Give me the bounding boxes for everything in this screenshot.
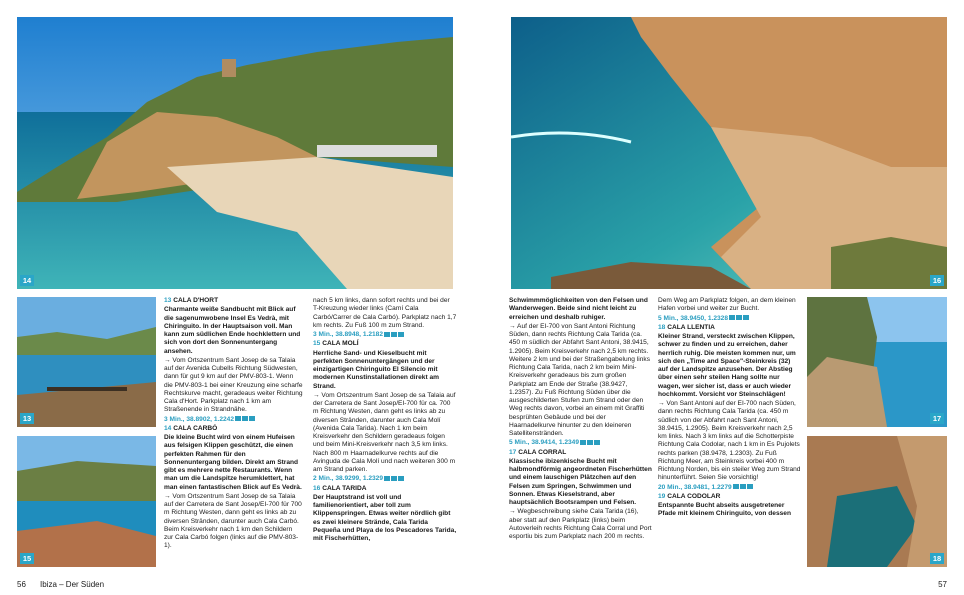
entry-number: 13 [164,297,172,304]
gps-coordinates [658,315,801,323]
photo-number-badge: 13 [20,413,34,424]
entry-directions: → Auf der EI-700 von Sant Antoni Richtung Süden, dann rechts Richtung Cala Tarida (ca. 450 m südlich der Abfahrt Sant Antoni, 38.9415, 1.2905). Beim Kreisverkehr nach 2,5 km rechts. Weitere 2 km und bei der Straßengabelung links Richtung Cala Tarida, nach 2 km beim Mini-Kreisverkehr geradeaus bis zum großen Parkplatz am Ende der Straße (38.9427, 1.2357). Zu Fuß Richtung Süden über die ausgeschilderten Stufen zum Strand oder den Weg rechts davon, vorbei an einem mit Graffiti besprühten Gebäude und bei der Haarnadelkurve hinunter zu den kleineren Satellitenstränden. [509,322,650,437]
gps-text: 2 Min., 38.9299, 1.2329 [313,475,384,483]
entry-title: CALA D'HORT [173,297,219,304]
gps-text: 20 Min., 38.9481, 1.2279 [658,483,732,491]
amenity-icon [235,416,241,421]
entry-title: CALA CARBÓ [173,424,218,432]
page-number-left: 56 [17,580,26,589]
photo-number-badge: 16 [930,275,944,286]
entry-summary: Kleiner Strand, versteckt zwischen Klippen, schwer zu finden und zu erreichen, daher herrlich ruhig. Die meisten kommen nur, um sich den „Time and Space"-Steinkreis (32) auf der Landspitze anzusehen. Der Abstieg über einen sehr steilen Hang sollte nur wagen, wer sicher ist, dass er auch wieder hochkommt. Vorsicht vor Steinschlägen! [658,333,796,398]
entry-directions: Dem Weg am Parkplatz folgen, an dem kleinen Hafen vorbei und weiter zur Bucht. [658,297,796,313]
entry-heading [658,324,801,332]
amenity-icon [736,315,742,320]
photo-cala-tarida-large [511,17,947,289]
amenity-icon [580,440,586,445]
entry-title: CALA LLENTIA [667,323,715,331]
entry-summary: Der Hauptstrand ist voll und familienorientiert, aber toll zum Klippenspringen. Etwas weiter nördlich gibt es zwei kleinere Strände, Cala Tarida Pequeña und Playa de los Pescadores Tarida, mit Fischerhütten, [313,493,457,542]
amenity-icon [391,476,397,481]
amenity-icon [594,440,600,445]
gps-text: 5 Min., 38.9450, 1.2328 [658,314,729,322]
amenity-icon [384,332,390,337]
amenity-icon [740,484,746,489]
entry-heading [658,493,801,501]
entry-directions: → Wegbeschreibung siehe Cala Tarida (16), aber statt auf den Parkplatz (links) beim Autoverleih rechts Richtung Cala Corral und Port esportiu bis zum Parkplatz nach 200 m rechts. [509,508,652,540]
photo-number-badge: 14 [20,275,34,286]
photo-cala-dhort-large [17,17,453,289]
gps-coordinates [164,416,303,424]
entry-summary: Entspannte Bucht abseits ausgetretener Pfade mit kleinem Chiringuito, von dessen [658,502,791,518]
text-column-2 [313,297,457,544]
entry-summary: Klassische ibizenkische Bucht mit halbmondförmig angeordneten Fischerhütten und einem lauschigen Plätzchen auf den Felsen zum Springen, Schwimmen und Sonnen. Etwas Kieselstrand, aber hauptsächlich Bootsrampen und Felsen. [509,457,652,506]
entry-title: CALA CORRAL [518,448,567,456]
entry-directions: nach 5 km links, dann sofort rechts und bei der T-Kreuzung wieder links (Camí Cala Carbó/Carrer de Cala Carbó). Parkplatz nach 1,7 km rechts. Zu Fuß 100 m zum Strand. [313,297,457,329]
photo-number-badge: 15 [20,553,34,564]
entry-heading [313,485,457,493]
photo-number-badge: 17 [930,413,944,424]
amenity-icon [242,416,248,421]
entry-directions: → Vom Ortszentrum Sant Josep de sa Talaia auf der Carretera de Sant Josep/EI-700 für 700 m Richtung Westen, dann geht es links ab zu diversen Stränden, darunter auch Cala Carbó. Beim Kreisverkehr nach 1 km den Schildern zur Cala Carbó folgen (links auf die PMV-803-1). [164,492,302,550]
entry-title: CALA CODOLAR [667,492,721,500]
photo-number-badge: 18 [930,553,944,564]
entry-directions: → Von Sant Antoni auf der EI-700 nach Süden, dann rechts Richtung Cala Tarida (ca. 450 m südlich von der Abfahrt nach Sant Antoni, 38.9415, 1.2905). Beim Kreisverkehr nach 2,5 km links. Nach 3 km links auf die Schotterpiste Richtung Cala Codolar, nach 1 km in Es Pujolets rechts parken (38.9478, 1.2303). Zu Fuß Richtung Meer, am Steinkreis vorbei 400 m Richtung Norden, bis ein steiler Weg zum Strand hinunterführt. Seien Sie vorsichtig! [658,400,801,482]
gps-coordinates [658,484,801,492]
entry-number: 14 [164,424,172,432]
entry-summary: Herrliche Sand- und Kieselbucht mit perfekten Sonnenuntergängen und der einzigartigen Chiringuito El Silencio mit modernen Kunstinstallationen direkt am Strand. [313,349,440,390]
entry-directions: → Vom Ortszentrum Sant Josep de sa Talaia auf der Carretera de Sant Josep/EI-700 für ca. 700 m Richtung Westen, dann geht es links ab zu diversen Stränden, darunter auch Cala Molí (Avenida Cala Tarida). Nach 1 km beim Kreisverkehr den Schildern geradeaus folgen und beim Mini-Kreisverkehr nach 3,5 km links. Nach 800 m Haarnadelkurve rechts auf die Avinguda de Cala Molí und nach weiteren 300 m am Strand parken. [313,391,456,473]
amenity-icon [398,476,404,481]
entry-summary: Schwimmmöglichkeiten von den Felsen und Wanderwegen. Beide sind nicht leicht zu erreichen und deshalb ruhiger. [509,297,648,321]
entry-number: 15 [313,340,321,348]
amenity-icon [747,484,753,489]
entry-number: 16 [313,484,321,492]
amenity-icon [384,476,390,481]
text-column-3 [509,297,652,542]
entry-summary: Charmante weiße Sandbucht mit Blick auf die sagenumwobene Insel Es Vedrà, mit Chiringuito. In der Hauptsaison voll. Man kann zum südlichen Ende hochklettern und sich von dort den Sonnenuntergang ansehen. [164,306,301,355]
amenity-icon [729,315,735,320]
entry-heading [164,297,303,305]
entry-summary: Die kleine Bucht wird von einem Hufeisen aus felsigen Klippen geschützt, die einen perfekten Rahmen für den Sonnenuntergang bilden. Direkt am Strand gibt es mehrere nette Restaurants. Wenn man um die Landspitze herumklettert, hat man einen fantastischen Blick auf Es Vedrà. [164,434,302,491]
entry-heading [164,425,303,433]
entry-heading [313,340,457,348]
amenity-icon [743,315,749,320]
page-number-right: 57 [938,580,947,589]
photo-cala-carbo [17,436,156,567]
amenity-icon [587,440,593,445]
entry-number: 17 [509,448,517,456]
entry-heading [509,449,652,457]
text-column-4 [658,297,801,520]
photo-cala-dhort-small [17,297,156,427]
entry-title: CALA TARIDA [322,484,367,492]
entry-title: CALA MOLÍ [322,340,359,348]
amenity-icon [391,332,397,337]
amenity-icon [733,484,739,489]
photo-cala-llentia [807,436,947,567]
entry-number: 18 [658,323,666,331]
gps-coordinates [313,475,457,483]
text-column-1 [164,297,303,552]
photo-cala-corral [807,297,947,427]
amenity-icon [398,332,404,337]
running-title: Ibiza – Der Süden [40,580,105,589]
gps-text: 5 Min., 38.9414, 1.2349 [509,439,580,447]
gps-text: 3 Min., 38.8948, 1.2182 [313,331,384,338]
gps-text: 3 Min., 38.8902, 1.2242 [164,415,235,423]
entry-number: 19 [658,492,666,500]
gps-coordinates [509,439,652,447]
entry-directions: → Vom Ortszentrum Sant Josep de sa Talaia auf der Avenida Cubells Richtung Südwesten, dann für gut 9 km auf der PMV-803-1. Wenn die PMV-803-1 bei einer Kreuzung eine scharfe Rechtskurve macht, geradeaus weiter Richtung Cala d'Hort. Parkplatz nach 1 km am Straßenende in Strandnähe. [164,356,303,414]
gps-coordinates [313,331,457,339]
amenity-icon [249,416,255,421]
